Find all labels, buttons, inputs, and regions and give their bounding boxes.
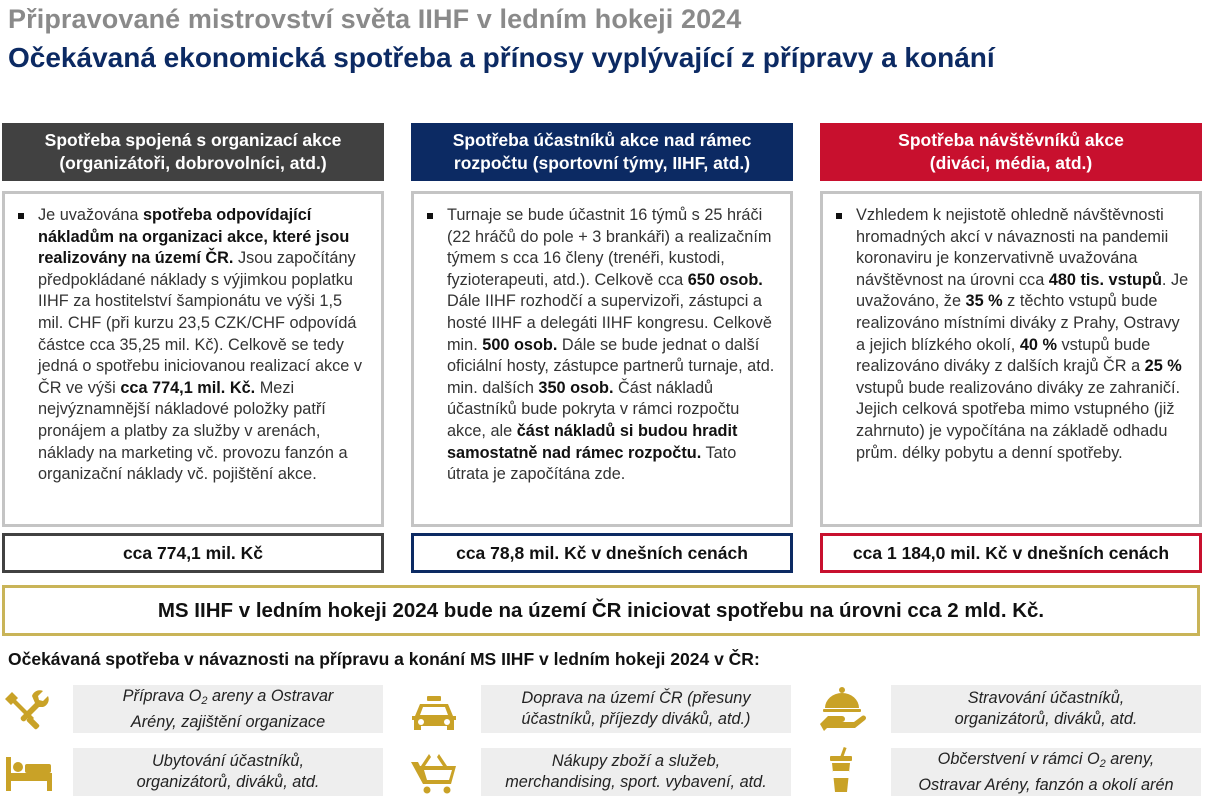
column-heading [2, 123, 384, 181]
item-arena-preparation [73, 685, 383, 733]
item-line: Arény, zajištění organizace [130, 712, 326, 731]
column-heading [820, 123, 1202, 181]
item-line: Ostravar Arény, fanzón a okolí arén [918, 775, 1174, 794]
item-line: organizátorů, diváků, atd. [136, 773, 320, 791]
column-participants [411, 123, 793, 563]
heading-line: rozpočtu (sportovní týmy, IIHF, atd.) [453, 153, 751, 173]
bullet-text: Vzhledem k nejistotě ohledně návštěvnosti hromadných akcí v návaznosti na pandemii koronaviru je konzervativně uvažována návštěvnost na úrovni cca 480 tis. vstupů. Je uvažováno, že 35 % z těchto vstupů bude realizováno místními diváky z Prahy, Ostravy a jejich blízkého okolí, 40 % vstupů bude realizováno diváky z dalších krajů ČR a 25 % vstupů bude realizováno diváky ze zahraničí. Jejich celková spotřeba mimo vstupného (již zahrnuto) je vypočítána na základě odhadu prům. délky pobytu a denní spotřeby. [833, 205, 1189, 464]
tools-icon [4, 686, 54, 734]
shopping-cart-icon [409, 748, 459, 796]
item-line: organizátorů, diváků, atd. [954, 710, 1138, 728]
page-subtitle: Očekávaná ekonomická spotřeba a přínosy vyplývající z přípravy a konání [8, 42, 995, 73]
column-organization [2, 123, 384, 563]
heading-line: (organizátoři, dobrovolníci, atd.) [59, 153, 327, 173]
heading-line: Spotřeba návštěvníků akce [898, 130, 1124, 150]
item-line: Ubytování účastníků, [151, 752, 305, 770]
column-total: cca 78,8 mil. Kč v dnešních cenách [411, 533, 793, 573]
item-shopping [481, 748, 791, 796]
item-line: Příprava $O_2$ areny a Ostravar [122, 686, 334, 707]
expected-consumption-heading: Očekávaná spotřeba v návaznosti na přípravu a konání MS IIHF v ledním hokeji 2024 v ČR: [8, 649, 760, 669]
food-cloche-icon [816, 684, 866, 732]
page-title: Připravované mistrovství světa IIHF v ledním hokeji 2024 [8, 4, 742, 34]
bullet-text: Turnaje se bude účastnit 16 týmů s 25 hráči (22 hráčů do pole + 3 brankáři) a realizačním týmem s cca 16 členy (trenéři, kustodi, fyzioterapeuti, atd.). Celkově cca 650 osob. Dále IIHF rozhodčí a supervizoři, zástupci a hosté IIHF a delegáti IIHF kongresu. Celkově min. 500 osob. Dále se bude jednat o další oficiální hosty, zástupce partnerů turnaje, atd. min. dalších 350 osob. Část nákladů účastníků bude pokryta v rámci rozpočtu akce, ale část nákladů si budou hradit samostatně nad rámec rozpočtu. Tato útrata je započítána zde. [424, 205, 780, 486]
drink-cup-icon [816, 746, 866, 794]
bed-icon [4, 749, 54, 797]
column-total: cca 1 184,0 mil. Kč v dnešních cenách [820, 533, 1202, 573]
column-body [820, 191, 1202, 527]
item-line: Občerstvení v rámci $O_2$ areny, [937, 749, 1155, 770]
heading-line: (diváci, média, atd.) [929, 153, 1093, 173]
item-transport [481, 685, 791, 733]
heading-line: Spotřeba spojená s organizací akce [44, 130, 342, 150]
heading-line: Spotřeba účastníků akce nad rámec [452, 130, 752, 150]
item-line: Stravování účastníků, [967, 689, 1125, 707]
item-line: Nákupy zboží a služeb, [551, 752, 721, 770]
item-refreshments [891, 748, 1201, 796]
bullet-text: Je uvažována spotřeba odpovídající nákladům na organizaci akce, které jsou realizovány na území ČR. Jsou započítány předpokládané náklady s výjimkou poplatku IIHF za hostitelství šampionátu ve výši 1,5 mil. CHF (při kurzu 23,5 CZK/CHF odpovídá částce cca 35,25 mil. Kč). Celkově se tedy jedná o spotřebu iniciovanou realizací akce v ČR ve výši cca 774,1 mil. Kč. Mezi nejvýznamnější nákladové položky patří pronájem a platby za služby v arenách, náklady na marketing vč. provozu fanzón a organizační náklady vč. pojištění akce. [15, 205, 371, 486]
item-line: Doprava na území ČR (přesuny [521, 689, 751, 707]
item-line: účastníků, příjezdy diváků, atd.) [521, 710, 751, 728]
item-accommodation [73, 748, 383, 796]
summary-box: MS IIHF v ledním hokeji 2024 bude na území ČR iniciovat spotřebu na úrovni cca 2 mld. Kč. [2, 585, 1200, 636]
column-visitors [820, 123, 1202, 563]
item-line: merchandising, sport. vybavení, atd. [505, 773, 767, 791]
column-total: cca 774,1 mil. Kč [2, 533, 384, 573]
column-body [411, 191, 793, 527]
car-icon [409, 692, 459, 740]
column-heading [411, 123, 793, 181]
item-catering [891, 685, 1201, 733]
column-body [2, 191, 384, 527]
